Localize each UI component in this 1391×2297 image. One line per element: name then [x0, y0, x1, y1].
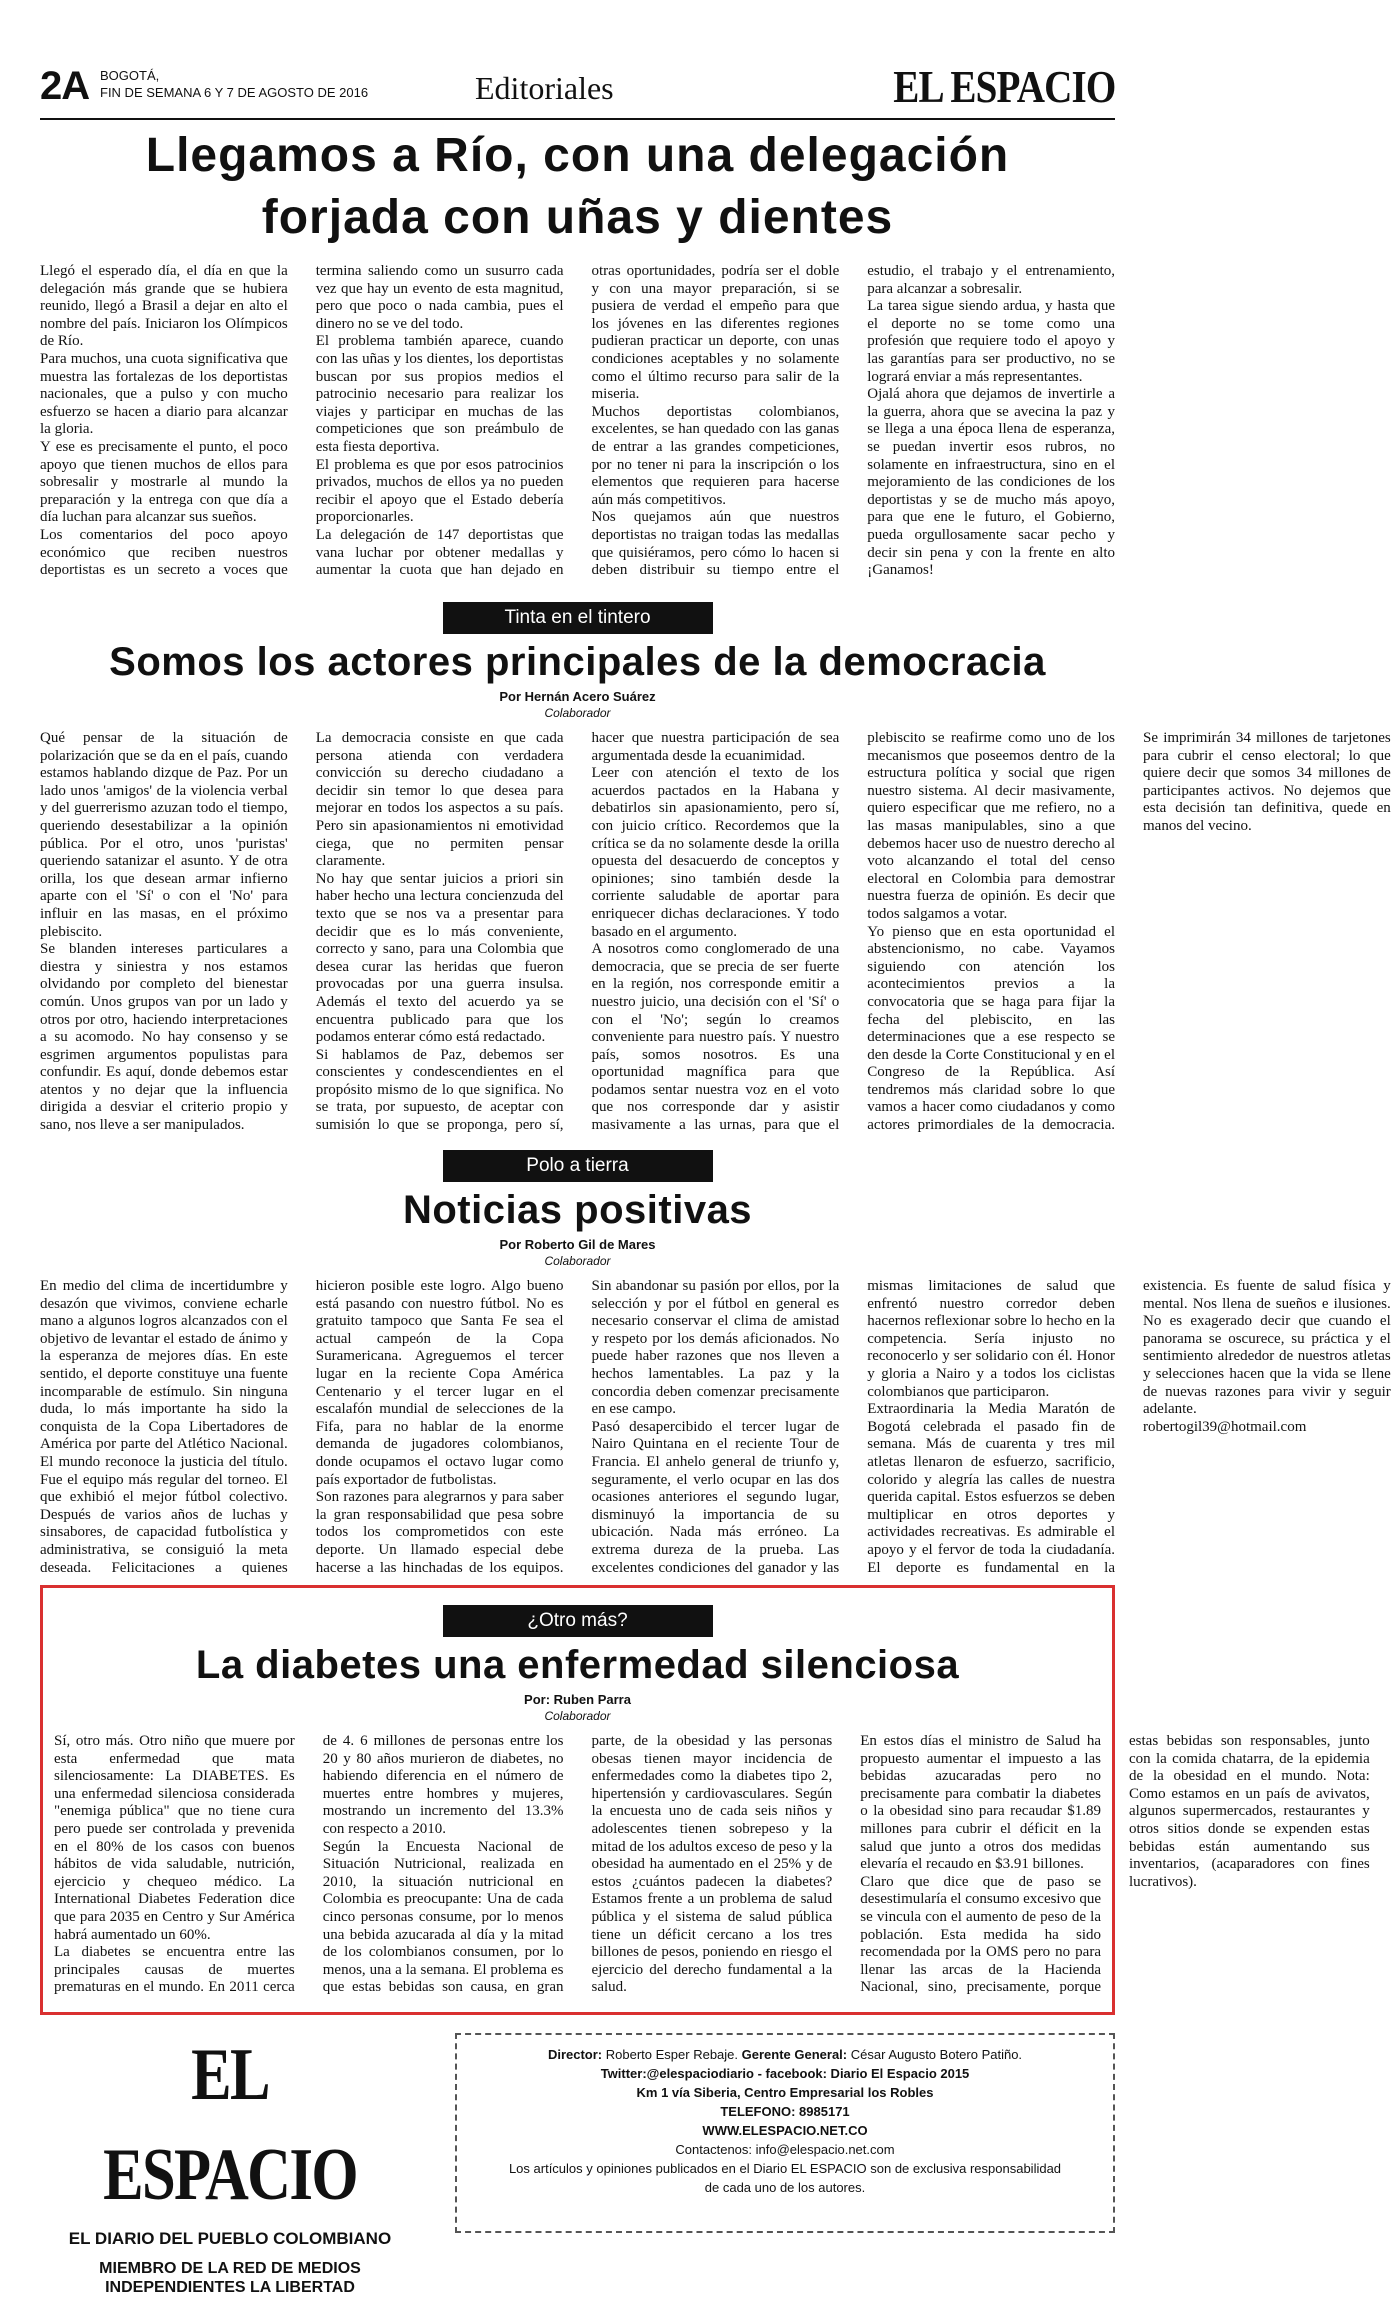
city: BOGOTÁ, — [100, 68, 160, 83]
paragraph: La diabetes se encuentra entre las principales causas de muertes prematuras en el mundo. En 2011 cerca de 4. 6 millones de personas entre los 20 y 80 años murieron de diabetes, no habiendo diferencia en el número de muertes entre hombres y mujeres, mostrando un incremento del 13.3% con respecto a 2010. — [54, 1733, 564, 1996]
phone-text: TELEFONO: 8985171 — [720, 2104, 850, 2119]
byline: Por Roberto Gil de Mares — [499, 1237, 656, 1252]
article-headline: Noticias positivas — [402, 1188, 753, 1232]
paragraph: Se blanden intereses particulares a diestra y siniestra y nos estamos olvidando por completo del bienestar común. Unos grupos van por un lado y otros por otro, haciendo interpretaciones a su acomodo. No hay consenso y se esgrimen argumentos populistas para confundir. Es aquí, donde debemos estar atentos y no dejar que la influencia dirigida a desviar el criterio propio y sano, nos lleve a ser manipulados. — [40, 941, 288, 1134]
author-role: Colaborador — [544, 1254, 611, 1268]
disclaimer-line-2: de cada uno de los autores. — [704, 2180, 866, 2195]
manager-name: César Augusto Botero Patiño. — [850, 2047, 1023, 2062]
kicker: ¿Otro más? — [443, 1605, 713, 1637]
headline-line-2: forjada con uñas y dientes — [261, 191, 894, 244]
article-headline: Somos los actores principales de la democracia — [109, 640, 1046, 684]
kicker: Polo a tierra — [443, 1150, 713, 1182]
social-text: Twitter:@elespaciodiario - facebook: Diario El Espacio 2015 — [600, 2066, 970, 2081]
author-role: Colaborador — [544, 706, 611, 720]
paragraph: Para muchos, una cuota significativa que muestra las fortalezas de los deportistas nacionales, que a pulso y con mucho esfuerzo se hacen a diario para alcanzar la gloria. — [40, 350, 288, 438]
page-footer — [40, 2025, 1115, 2296]
contacts[interactable]: Contactenos: info@elespacio.net.com — [675, 2142, 895, 2157]
paragraph: Llegó el esperado día, el día en que la delegación más grande que se hubiera reunido, llegó a Brasil a dejar en alto el nombre del país. Iniciaron los Olímpicos de Río. — [40, 263, 288, 350]
byline: Por Hernán Acero Suárez — [499, 689, 656, 704]
footer-credits-box — [455, 2033, 1115, 2233]
paragraph: Son razones para alegrarnos y para saber la gran responsabilidad que pesa sobre todos los comprometidos con este deporte. Un llamado especial debe hacerse a las hinchadas de los equipos. Sin abandonar su pasión por ellos, por la selección y por el fútbol en general es necesario conservar el clima de amistad y respeto por los demás aficionados. No puede haber razones que nos lleven a hechos lamentables. La paz y la concordia deben comenzar precisamente en ese campo. — [315, 1278, 840, 1576]
paragraph: Sí, otro más. Otro niño que muere por esta enfermedad que mata silenciosamente: La DIABETES. Es una enfermedad silenciosa considerada "enemiga pública" que no tiene cura pero puede ser controlada y prevenida en el 80% de los casos con buenos hábitos de vida saludable, nutrición, ejercicio y chequeo médico. La International Diabetes Federation dice que para 2035 en Centro y Sur América habrá aumentado un 60%. — [54, 1733, 295, 1943]
paragraph: La democracia consiste en que cada persona atienda con verdadera convicción su derecho ciudadano a decidir sin temor lo que desea para mejorar en todos los aspectos a su país. Pero sin apasionamientos ni emotividad ciega, que no permiten pensar claramente. — [315, 730, 564, 870]
editorial-headline — [40, 125, 1115, 249]
membership-line-1: MIEMBRO DE LA RED DE MEDIOS — [99, 2260, 361, 2277]
manager-label: Gerente General: — [741, 2047, 848, 2062]
headline-line-1: Llegamos a Río, con una delegación — [145, 129, 1010, 182]
section-title: Editoriales — [475, 70, 614, 106]
paragraph: Extraordinaria la Media Maratón de Bogotá celebrada el pasado fin de semana. Más de cuarenta y tres mil atletas llenaron de esfuerzo, sacrificio, colorido y alegría las calles de nuestra querida capital. Estos esfuerzos se deben multiplicar en otros deportes y actividades recreativas. Es admirable el apoyo y el fervor de toda la ciudadanía. El deporte es fundamental en la existencia. Es fuente de salud física y mental. Nos llena de sueños e ilusiones. No es exagerado decir que cuando el panorama se oscurece, su práctica y el sentimiento alrededor de nuestros atletas y selecciones hacen que la vida se llene de nuevas razones para vivir y seguir adelante. — [867, 1278, 1391, 1576]
author-email: robertogil39@hotmail.com — [1143, 1418, 1307, 1435]
credits-directors — [457, 2045, 1113, 2064]
paragraph: Pasó desapercibido el tercer lugar de Nairo Quintana en el reciente Tour de Francia. El anhelo general de triunfo y, seguramente, el verlo ocupar en las dos ocasiones anteriores el segundo lugar, disminuyó la importancia de su ubicación. Nada más erróneo. La extrema dureza de la prueba. Las excelentes condiciones del ganador y las mismas limitaciones de salud que enfrentó nuestro corredor deben hacernos reflexionar sobre lo hecho en la competencia. Sería injusto no reconocerlo y ser solidario con él. Honor y gloria a Nairo y a todos los ciclistas colombianos que participaron. — [591, 1278, 1115, 1576]
paragraph: Qué pensar de la situación de polarización que se da en el país, cuando estamos hablando dizque de Paz. Por un lado unos 'amigos' de la violencia verbal y del guerrerismo azuzan todo el tiempo, queriendo desestabilizar a la opinión pública. Por el otro, unos 'puristas' queriendo satanizar el asunto. Y de otra orilla, los que desean armar infierno aparte con el 'Sí' o con el 'No' para influir en las masas, en el próximo plebiscito. — [40, 730, 288, 940]
article-noticias-positivas — [40, 1150, 1391, 1578]
paragraph: El problema es que por esos patrocinios privados, muchos de ellos ya no pueden recibir el apoyo que el Estado debería proporcionarles. — [315, 456, 564, 526]
author-role: Colaborador — [544, 1709, 611, 1723]
paragraph: El problema también aparece, cuando con las uñas y los dientes, los deportistas buscan por sus propios medios el patrocinio necesario para realizar los viajes y participar en muchas de las competiciones que son preámbulo de esta fiesta deportiva. — [315, 333, 564, 455]
byline: Por: Ruben Parra — [524, 1692, 631, 1707]
paragraph: En medio del clima de incertidumbre y desazón que vivimos, conviene echarle mano a algunos logros alcanzados con el objetivo de levantar el estado de ánimo y la esperanza de mejores días. En este sentido, el deporte constituye una fuente incomparable de estímulo. Sin ninguna duda, lo más importante ha sido la conquista de la Copa Libertadores de América por parte del Atlético Nacional. El mundo reconoce la justicia del título. Fue el equipo más regular del torneo. El que exhibió el mejor fútbol colectivo. Después de varios años de luchas y sinsabores, de capacidad futbolística y administrativa, se consiguió la meta deseada. Felicitaciones a quienes hicieron posible este logro. Algo bueno está pasando con nuestro fútbol. No es gratuito tampoco que Santa Fe sea el actual campeón de la Copa Suramericana. Agreguemos el tercer lugar en la reciente Copa América Centenario y el tercer lugar en el escalafón mundial de selecciones de la Fifa, para no hablar de la enorme demanda de jugadores colombianos, donde ocupamos el octavo lugar como país exportador de futbolistas. — [40, 1278, 564, 1576]
edition-info — [100, 67, 368, 101]
footer-membership — [40, 2259, 420, 2297]
editorial-body — [40, 263, 1115, 583]
paragraph: Y ese es precisamente el punto, el poco apoyo que tienen muchos de ellos para sobresalir y mostrarle al mundo la preparación y la entrega con que día a día luchan para alcanzar sus sueños. — [40, 438, 288, 526]
paragraph: Yo pienso que en esta oportunidad el abstencionismo, no cabe. Vayamos siguiendo con atención los acontecimientos previos a la convocatoria que se haga para fijar la fecha del plebiscito, en las determinaciones que a ese respecto se den desde la Corte Constitucional y en el Congreso de la República. Así tendremos más claridad sobre lo que vamos a hacer como ciudadanos y como actores primordiales de la democracia. Se imprimirán 34 millones de tarjetones para cubrir el censo electoral; lo que quiere decir que somos 34 millones de participantes activos. No dejemos que esta decisión tan definitiva, quede en manos del vecino. — [867, 730, 1391, 1134]
editorial-article — [40, 125, 1115, 583]
website-text[interactable]: WWW.ELESPACIO.NET.CO — [702, 2123, 868, 2138]
masthead-brand: EL ESPACIO — [892, 61, 1115, 112]
page-header — [40, 60, 1115, 120]
paragraph: Leer con atención el texto de los acuerdos pactados en la Habana y debatirlos sin apasionamiento, pero sí, con juicio crítico. Recordemos que la crítica se da no solamente desde la orilla opuesta del desacuerdo de conceptos y opiniones; sino también desde la corriente saludable de aportar para enriquecer dichas declaraciones. Y todo basado en el argumento. — [591, 765, 840, 940]
director-label: Director: — [547, 2047, 603, 2062]
paragraph: La delegación de 147 deportistas que vana luchar por obtener medallas y aumentar la cuota que han dejado en otras oportunidades, podría ser el doble y con una mayor preparación, si se pusiera de verdad el empeño para que los jóvenes en las diferentes regiones pudieran practicar un deporte, con unas condiciones aceptables y no solamente como el último recurso para salir de la miseria. — [315, 263, 840, 579]
footer-brand: EL ESPACIO — [103, 2034, 357, 2216]
address-text: Km 1 vía Siberia, Centro Empresarial los Robles — [636, 2085, 934, 2100]
paragraph: Claro que dice que de paso se desestimularía el consumo excesivo que se vincula con el aumento de peso de la población. Esta medida ha sido recomendada por la OMS pero no para llenar las arcas de la Hacienda Nacional, sino, precisamente, porque estas bebidas son responsables, junto con la comida chatarra, de la epidemia de la obesidad en el mundo. Nota: Como estamos en un país de avivatos, algunos supermercados, restaurantes y otros sitios donde se expenden estas bebidas están aumentando sus inventarios, (acaparadores con fines lucrativos). — [860, 1733, 1370, 1996]
paragraph: Ojalá ahora que dejamos de invertirle a la guerra, ahora que se avecina la paz y se llega a una época llena de esperanza, se puedan invertir esos rubros, no solamente en infraestructura, sino en el mejoramiento de las condiciones de los deportistas y se de mucho más apoyo, para que ene le futuro, el Gobierno, pueda orgullosamente sacar pecho y decir sin pena y con la frente en alto ¡Ganamos! — [867, 386, 1115, 579]
kicker: Tinta en el tintero — [443, 602, 713, 634]
paragraph: Si hablamos de Paz, debemos ser conscientes y condescendientes en el propósito mismo de lo que significa. No se trata, por supuesto, de aceptar con sumisión lo que se proponga, pero sí, hacer que nuestra participación de sea argumentada desde la ecuanimidad. — [315, 730, 840, 1134]
address — [457, 2083, 1113, 2102]
social-links — [457, 2064, 1113, 2083]
article-body — [40, 730, 1391, 1140]
phone — [457, 2102, 1113, 2121]
article-democracia — [40, 602, 1391, 1140]
director-name: Roberto Esper Rebaje. — [605, 2047, 739, 2062]
article-body — [54, 1733, 1370, 2003]
article-headline: La diabetes una enfermedad silenciosa — [195, 1643, 960, 1687]
paragraph: No hay que sentar juicios a priori sin haber hecho una lectura concienzuda del texto que se nos va a presentar para decidir que es lo más conveniente, correcto y sano, para una Colombia que desea curar las heridas que fueron provocadas por una guerra insulsa. Además el texto del acuerdo ya se encuentra publicado para que los podamos enterar cómo está redactado. — [315, 870, 564, 1046]
website[interactable] — [457, 2121, 1113, 2140]
paragraph: Nos quejamos aún que nuestros deportistas no traigan todas las medallas que quisiéramos, pero cómo lo hacen si deben distribuir su tiempo entre el estudio, el trabajo y el entrenamiento, para alcanzar a sobresalir. — [591, 263, 1115, 579]
date: FIN DE SEMANA 6 Y 7 DE AGOSTO DE 2016 — [100, 85, 369, 100]
membership-line-2: INDEPENDIENTES LA LIBERTAD — [105, 2279, 355, 2296]
paragraph: Muchos deportistas colombianos, excelentes, se han quedado con las ganas de entrar a las grandes competiciones, por no tener ni para la inscripción o los elementos que requieren para hacerse aún más competitivos. — [591, 403, 840, 508]
paragraph: Los comentarios del poco apoyo económico que reciben nuestros deportistas es un secreto a voces que termina saliendo como un susurro cada vez que hay un evento de esta magnitud, pero que poco o nada cambia, pues el dinero no se ve del todo. — [40, 263, 564, 579]
paragraph: A nosotros como conglomerado de una democracia, que se precia de ser fuerte en la región, nos corresponde emitir a nuestro juicio, una decisión con el 'Sí' o con el 'No'; según lo creamos conveniente para nuestro país. Y nuestro país, somos nosotros. Es una oportunidad magnífica para que podamos sentar nuestra voz en el voto que nos corresponde dar y asistir masivamente a las urnas, para que el plebiscito se reafirme como uno de los mecanismos que poseemos dentro de la estructura política y social que rigen nuestro sistema. Al decir masivamente, quiero especificar que me refiero, no a las masas manipulables, sino a que debemos hacer uso de nuestro derecho al voto alcanzando el total del censo electoral en Colombia para demostrar nuestra fuerza de opinión. Es decir que todos salgamos a votar. — [591, 730, 1115, 1134]
paragraph: En estos días el ministro de Salud ha propuesto aumentar el impuesto a las bebidas azucaradas pero no precisamente para combatir la diabetes o la obesidad sino para recaudar $1.89 millones para cubrir el déficit en la salud que junto a otros dos medidas elevaría el recaudo en $3.91 billones. — [860, 1733, 1101, 1873]
disclaimer-line-1: Los artículos y opiniones publicados en el Diario EL ESPACIO son de exclusiva responsabilidad — [508, 2161, 1062, 2176]
page-number: 2A — [40, 64, 90, 108]
article-diabetes — [40, 1605, 1370, 2003]
footer-logo-block — [40, 2025, 420, 2296]
footer-tagline: EL DIARIO DEL PUEBLO COLOMBIANO — [68, 2229, 392, 2248]
paragraph: Según la Encuesta Nacional de Situación Nutricional, realizada en 2010, la situación nutricional en Colombia es preocupante: Una de cada cinco personas consume, por lo menos una bebida azucarada al día y la mitad de los colombianos consumen, por lo menos, una a la semana. El problema es que estas bebidas son causa, en gran parte, de la obesidad y las personas obesas tienen mayor incidencia de enfermedades como la diabetes tipo 2, hipertensión y cardiovasculares. Según la encuesta uno de cada seis niños y adolescentes tienen sobrepeso y la mitad de los adultos exceso de peso y la obesidad ha aumentado en el 25% y de estos ¿cuántos padecen la diabetes? Estamos frente a un problema de salud pública y el sistema de salud pública tiene un déficit cercano a los tres billones de pesos, poniendo en riesgo el ejercicio del derecho fundamental a la salud. — [322, 1733, 833, 1996]
article-body — [40, 1278, 1391, 1578]
paragraph: La tarea sigue siendo ardua, y hasta que el deporte no se tome como una profesión que requiere todo el apoyo y las garantías para ser productivo, no se logrará enviar a más representantes. — [867, 298, 1115, 385]
